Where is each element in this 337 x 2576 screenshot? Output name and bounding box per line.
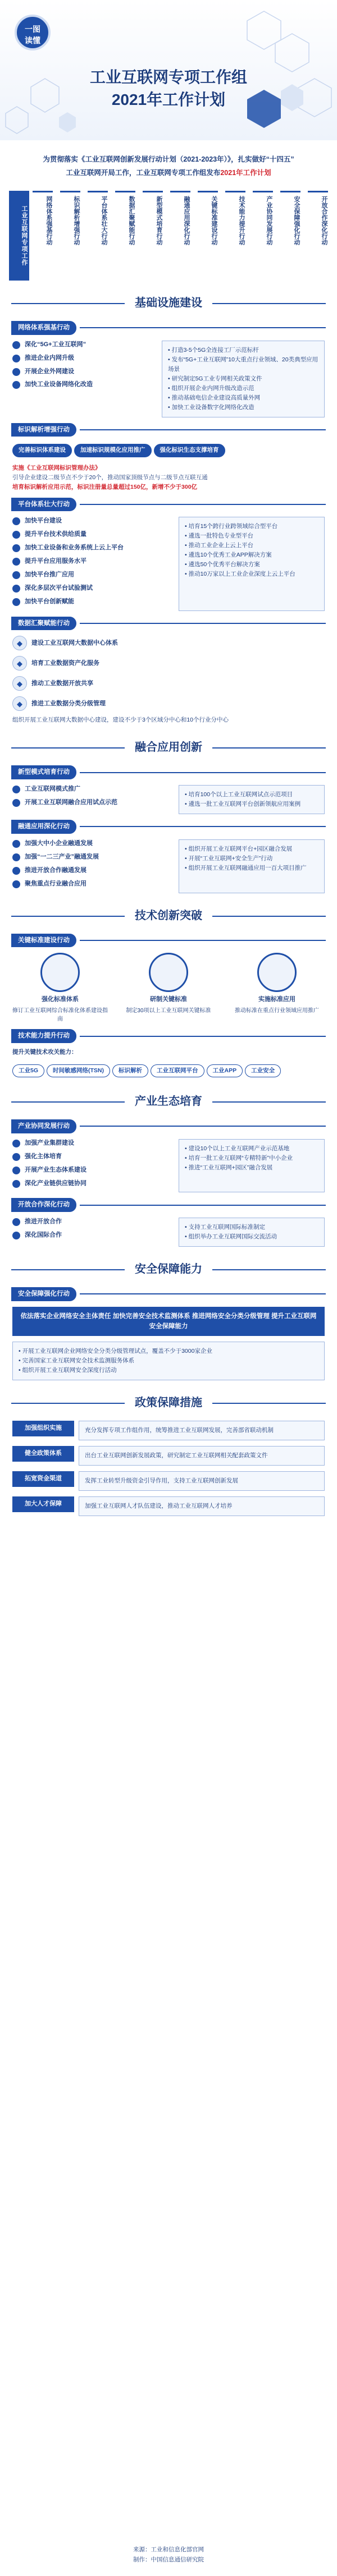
network-item-label: 加快工业设备网络化改造 — [25, 381, 93, 388]
new-mode-item — [12, 798, 153, 807]
platform-item-label: 加快平台推广应用 — [25, 571, 74, 578]
eleven-actions-label: 工业互联网专项工作 — [9, 191, 28, 281]
subsection-identity — [11, 423, 326, 437]
subsection-tag: 关键标准建设行动 — [11, 934, 76, 948]
network-content — [12, 341, 325, 417]
open-coop-item-label: 推进开放合作 — [25, 1218, 62, 1225]
subsection-security — [11, 1287, 326, 1301]
network-detail-line: • 打造3-5个5G全连接工厂示范标杆 — [168, 346, 259, 353]
industry-detail-line: • 建设10个以上工业互联网产业示范基地 — [185, 1145, 290, 1152]
industry-bullet-icon — [12, 1140, 20, 1147]
new-mode-item-label: 开展工业互联网融合应用试点示范 — [25, 799, 117, 806]
section-title: 基础设施建设 — [125, 294, 212, 312]
section-title: 融合应用创新 — [125, 738, 212, 756]
data-item-label: 推进工业数据分类分级管理 — [31, 700, 106, 708]
network-item — [12, 341, 153, 350]
integration-item-label: 加强大中小企业融通发展 — [25, 839, 93, 847]
network-item-label: 深化“5G+工业互联网” — [25, 341, 86, 348]
platform-item-label: 加快平台创新赋能 — [25, 598, 74, 605]
integration-bullet-icon — [12, 880, 20, 888]
network-item-label: 推进企业内网升级 — [25, 354, 74, 361]
policy-row-text: 发挥工业转型升级资金引导作用，支持工业互联网创新发展 — [79, 1471, 325, 1491]
data-item — [12, 676, 325, 691]
section-title: 政策保障措施 — [125, 1394, 212, 1412]
eleven-action-1: 网络体系强基行动 — [33, 191, 53, 281]
data-item-icon: ◆ — [12, 696, 27, 711]
subsection-tech-capability — [11, 1029, 326, 1043]
new-mode-detail-line: • 遴选一批工业互联网平台创新领航应用案例 — [185, 801, 301, 808]
policy-row — [12, 1421, 325, 1440]
subsection-tag: 安全保障强化行动 — [11, 1287, 76, 1301]
new-mode-bullet-icon — [12, 799, 20, 807]
standard-card-desc: 推动标准在重点行业领域应用推广 — [235, 1008, 319, 1014]
network-item — [12, 368, 153, 376]
platform-bullet-icon — [12, 558, 20, 566]
integration-bullet-icon — [12, 853, 20, 861]
section-heading-security — [0, 1257, 337, 1282]
industry-item — [12, 1139, 153, 1148]
eleven-action-8: 技术能力提升行动 — [225, 191, 245, 281]
identity-pill: 加速标识规模化应用推广 — [74, 444, 152, 457]
title-line2: 2021年工作计划 — [111, 91, 226, 108]
network-detail-line: • 发布“5G+工业互联网”10大重点行业领域、20类典型应用场景 — [168, 356, 318, 373]
network-detail-line: • 组织开展企业内网升级改造示范 — [168, 384, 254, 392]
tech-pill: 工业APP — [207, 1064, 243, 1077]
platform-item — [12, 584, 153, 593]
platform-item — [12, 557, 153, 566]
open-coop-item-label: 深化国际合作 — [25, 1232, 62, 1239]
intro-highlight: 2021年工作计划 — [220, 169, 271, 177]
subsection-tag: 融通应用深化行动 — [11, 820, 76, 834]
platform-item — [12, 517, 153, 526]
industry-item — [12, 1152, 153, 1161]
identity-pills — [12, 442, 325, 458]
platform-detail-line: • 遴选50个优秀平台解决方案 — [185, 561, 260, 568]
platform-bullet-icon — [12, 517, 20, 525]
integration-bullet-icon — [12, 840, 20, 848]
section-title: 产业生态培育 — [125, 1092, 212, 1110]
data-item-icon: ◆ — [12, 656, 27, 671]
policy-row — [12, 1446, 325, 1466]
platform-bullet-icon — [12, 531, 20, 539]
industry-bullet-icon — [12, 1153, 20, 1161]
data-item-label: 推动工业数据开放共享 — [31, 680, 93, 687]
security-detail-box — [12, 1342, 325, 1380]
standard-card-title: 研制关键标准 — [150, 996, 187, 1003]
platform-item-label: 深化多层次平台试验测试 — [25, 584, 93, 591]
industry-item-label: 强化主体培育 — [25, 1152, 62, 1160]
new-mode-detail-line: • 培育100个以上工业互联网试点示范项目 — [185, 791, 293, 798]
section-heading-policy — [0, 1390, 337, 1415]
tech-pill: 时间敏感网络(TSN) — [47, 1064, 110, 1077]
data-item-icon: ◆ — [12, 636, 27, 650]
open-coop-item — [12, 1231, 153, 1240]
platform-bullet-icon — [12, 585, 20, 593]
industry-item — [12, 1179, 153, 1188]
tech-pill: 工业安全 — [245, 1064, 281, 1077]
title-line1: 工业互联网专项工作组 — [89, 68, 247, 86]
platform-item-label: 提升平台应用服务水平 — [25, 558, 86, 565]
open-coop-detail-line: • 组织举办工业互联网国际交流活动 — [185, 1233, 277, 1241]
section-heading-infrastructure — [0, 291, 337, 315]
integration-detail-box — [179, 839, 325, 893]
platform-detail-line: • 遴选一批特色专业型平台 — [185, 532, 254, 540]
eleven-action-9: 产业协同发展行动 — [253, 191, 273, 281]
page-title — [0, 66, 337, 111]
integration-item-label: 推进开放合作融通发展 — [25, 866, 86, 874]
open-coop-bullet-icon — [12, 1218, 20, 1226]
integration-item-list — [12, 839, 153, 893]
new-mode-item — [12, 785, 153, 794]
identity-pill: 完善标识体系建设 — [12, 444, 72, 457]
intro-line1: 为贯彻落实《工业互联网创新发展行动计划（2021-2023年）》，扎实做好“十四五” — [43, 155, 294, 163]
industry-detail-line: • 培育一批工业互联网“专精特新”中小企业 — [185, 1154, 293, 1161]
eleven-action-2: 标识解析增强行动 — [60, 191, 80, 281]
platform-bullet-icon — [12, 544, 20, 552]
platform-bullet-icon — [12, 598, 20, 606]
policy-row — [12, 1496, 325, 1516]
header — [0, 0, 337, 140]
section-title: 技术创新突破 — [125, 907, 212, 925]
tech-note: 提升关键技术攻关能力： — [12, 1048, 78, 1055]
standard-card — [12, 953, 108, 1023]
new-mode-content — [12, 785, 325, 814]
identity-note3: 培育标识解析应用示范，标识注册量总量超过150亿，新增不少于300亿 — [12, 483, 198, 490]
network-detail-line: • 加快工业设备数字化网络化改造 — [168, 403, 254, 411]
section-heading-fusion — [0, 735, 337, 760]
eleven-actions-list — [28, 191, 328, 281]
subsection-tag: 产业协同发展行动 — [11, 1119, 76, 1133]
eleven-action-5: 新型模式培育行动 — [143, 191, 163, 281]
security-detail-line: • 开展工业互联网企业网络安全分类分级管理试点，覆盖不少于3000家企业 — [19, 1347, 212, 1354]
intro-line2 — [13, 166, 324, 180]
subsection-tag: 开放合作深化行动 — [11, 1198, 76, 1212]
open-coop-content — [12, 1218, 325, 1247]
standard-card-title: 实施标准应用 — [258, 996, 295, 1003]
network-item-label: 开展企业外网建设 — [25, 368, 74, 375]
subsection-tag: 网络体系强基行动 — [11, 321, 76, 335]
open-coop-bullet-icon — [12, 1232, 20, 1239]
footer — [0, 2545, 337, 2565]
badge-read-graphic — [15, 15, 51, 50]
policy-row-text: 出台工业互联网创新发展政策，研究制定工业互联网相关配套政策文件 — [79, 1446, 325, 1466]
platform-item-label: 加快工业设备和业务系统上云上平台 — [25, 544, 124, 552]
network-item — [12, 380, 153, 389]
platform-item — [12, 544, 153, 553]
subsection-data — [11, 617, 326, 631]
data-item — [12, 636, 325, 650]
platform-item — [12, 530, 153, 539]
subsection-integration — [11, 820, 326, 834]
integration-content — [12, 839, 325, 893]
platform-detail-line: • 推动工业企业上云上平台 — [185, 542, 254, 549]
industry-item-list — [12, 1139, 153, 1193]
industry-detail-line: • 推进“工业互联网+园区”融合发展 — [185, 1164, 273, 1171]
network-item-list — [12, 341, 153, 417]
integration-detail-line: • 组织开展工业互联网融通应用一百大项目推广 — [185, 864, 307, 871]
subsection-tag: 技术能力提升行动 — [11, 1029, 76, 1043]
open-coop-item — [12, 1218, 153, 1227]
tech-pill: 标识解析 — [112, 1064, 148, 1077]
industry-bullet-icon — [12, 1167, 20, 1174]
policy-row — [12, 1471, 325, 1491]
new-mode-item-list — [12, 785, 153, 814]
new-mode-item-label: 工业互联网模式推广 — [25, 786, 80, 793]
integration-item-label: 加强“一二三产业”融通发展 — [25, 853, 99, 860]
eleven-action-7: 关键标准建设行动 — [198, 191, 218, 281]
industry-bullet-icon — [12, 1180, 20, 1188]
network-detail-box — [162, 341, 325, 417]
tech-pill: 工业互联网平台 — [151, 1064, 204, 1077]
integration-item — [12, 866, 153, 875]
policy-row-label: 健全政策体系 — [12, 1446, 74, 1462]
subsection-tag: 标识解析增强行动 — [11, 423, 76, 437]
subsection-standards — [11, 934, 326, 948]
network-detail-line: • 研究制定5G工业专网相关政策文件 — [168, 375, 262, 382]
eleven-action-6: 融通应用深化行动 — [170, 191, 190, 281]
standard-card-title: 强化标准体系 — [42, 996, 79, 1003]
integration-item-label: 聚焦重点行业融合应用 — [25, 880, 86, 887]
platform-item-label: 提升平台技术供给质量 — [25, 531, 86, 538]
data-note: 组织开展工业互联网大数据中心建设，建设不少于3个区域分中心和10个行业分中心 — [12, 717, 229, 724]
policy-row-label: 拓宽资金渠道 — [12, 1471, 74, 1487]
section-heading-ecosystem — [0, 1089, 337, 1114]
new-mode-detail-box — [179, 785, 325, 814]
standard-card — [229, 953, 325, 1023]
eleven-action-11: 开放合作深化行动 — [308, 191, 328, 281]
policy-row-label: 加大人才保障 — [12, 1496, 74, 1512]
policy-rows — [0, 1421, 337, 1516]
identity-pill: 强化标识生态支撑培育 — [154, 444, 225, 457]
policy-row-text: 充分发挥专项工作组作用，统筹推进工业互联网发展，完善部省联动机制 — [79, 1421, 325, 1440]
eleven-action-4: 数据汇聚赋能行动 — [115, 191, 135, 281]
platform-detail-box — [179, 517, 325, 611]
platform-item-list — [12, 517, 153, 611]
platform-detail-line: • 遴选10个优秀工业APP解决方案 — [185, 552, 272, 559]
identity-notes — [12, 463, 325, 492]
intro-text — [0, 140, 337, 185]
standards-cards — [12, 953, 325, 1023]
subsection-network — [11, 321, 326, 335]
platform-detail-line: • 推动10万家以上工业企业深度上云上平台 — [185, 571, 295, 578]
policy-row-text: 加强工业互联网人才队伍建设，推动工业互联网人才培养 — [79, 1496, 325, 1516]
integration-item — [12, 839, 153, 848]
data-item-label: 建设工业互联网大数据中心体系 — [31, 640, 118, 647]
network-detail-line: • 推动基础电信企业建设高质量外网 — [168, 394, 261, 401]
security-detail-line: • 完善国家工业互联网安全技术监测服务体系 — [19, 1357, 135, 1364]
integration-item — [12, 853, 153, 862]
integration-detail-line: • 开展“工业互联网+安全生产”行动 — [185, 855, 273, 862]
data-item-list — [0, 636, 337, 711]
standard-card-icon — [257, 953, 297, 992]
industry-item-label: 开展产业生态体系建设 — [25, 1166, 86, 1173]
network-bullet-icon — [12, 355, 20, 362]
network-bullet-icon — [12, 381, 20, 389]
security-detail-line: • 组织开展工业互联网安全深度行活动 — [19, 1366, 117, 1374]
eleven-action-10: 安全保障强化行动 — [280, 191, 300, 281]
footer-maker: 制作：中国信息通信研究院 — [133, 2556, 204, 2563]
subsection-tag: 数据汇聚赋能行动 — [11, 617, 76, 631]
data-item-label: 培育工业数据资产化服务 — [31, 660, 99, 667]
platform-item — [12, 571, 153, 580]
open-coop-detail-line: • 支持工业互联网国际标准制定 — [185, 1224, 266, 1231]
data-item — [12, 696, 325, 711]
industry-detail-box — [179, 1139, 325, 1193]
industry-item-label: 深化产业链供应链协同 — [25, 1179, 86, 1187]
industry-content — [12, 1139, 325, 1193]
footer-source: 来源：工业和信息化部官网 — [133, 2546, 204, 2553]
subsection-industry — [11, 1119, 326, 1133]
policy-row-label: 加强组织实施 — [12, 1421, 74, 1436]
standard-card-desc: 修订工业互联网综合标准化体系建设指南 — [12, 1008, 108, 1023]
open-coop-detail-box — [179, 1218, 325, 1247]
new-mode-bullet-icon — [12, 786, 20, 793]
industry-item-label: 加强产业集群建设 — [25, 1139, 74, 1146]
badge-line2: 读懂 — [25, 36, 40, 45]
standard-card-desc: 制定30项以上工业互联网关键标准 — [126, 1008, 211, 1014]
subsection-open-coop — [11, 1198, 326, 1212]
standard-card-icon — [149, 953, 188, 992]
platform-bullet-icon — [12, 571, 20, 579]
integration-detail-line: • 组织开展工业互联网平台+园区融合发展 — [185, 845, 293, 852]
intro-line2-text: 工业互联网开局工作，工业互联网专项工作组发布 — [66, 169, 221, 177]
eleven-action-3: 平台体系壮大行动 — [88, 191, 108, 281]
badge-line1: 一图 — [25, 25, 40, 34]
platform-item — [12, 598, 153, 607]
platform-detail-line: • 培育15个跨行业跨领域综合型平台 — [185, 523, 278, 530]
integration-item — [12, 880, 153, 889]
identity-note1: 实施《工业互联网标识管理办法》 — [12, 464, 101, 471]
network-bullet-icon — [12, 341, 20, 349]
tech-pills — [12, 1063, 325, 1079]
data-item-icon: ◆ — [12, 676, 27, 691]
eleven-actions — [9, 191, 328, 281]
network-bullet-icon — [12, 368, 20, 376]
standard-card-icon — [40, 953, 80, 992]
open-coop-item-list — [12, 1218, 153, 1247]
platform-item-label: 加快平台建设 — [25, 517, 62, 525]
security-summary: 依法落实企业网络安全主体责任 加快完善安全技术监测体系 推进网络安全分类分级管理 提升工业互联网安全保障能力 — [12, 1307, 325, 1336]
section-title: 安全保障能力 — [125, 1260, 212, 1278]
integration-bullet-icon — [12, 867, 20, 875]
subsection-new-mode — [11, 765, 326, 779]
network-item — [12, 354, 153, 363]
industry-item — [12, 1166, 153, 1175]
section-heading-tech — [0, 903, 337, 928]
tech-pill: 工业5G — [12, 1064, 44, 1077]
data-item — [12, 656, 325, 671]
subsection-platform — [11, 498, 326, 512]
standard-card — [121, 953, 216, 1023]
identity-note2: 引导企业建设二级节点不少于20个，推动国家顶级节点与二级节点互联互通 — [12, 474, 208, 481]
subsection-tag: 平台体系壮大行动 — [11, 498, 76, 512]
platform-content — [12, 517, 325, 611]
subsection-tag: 新型模式培育行动 — [11, 765, 76, 779]
